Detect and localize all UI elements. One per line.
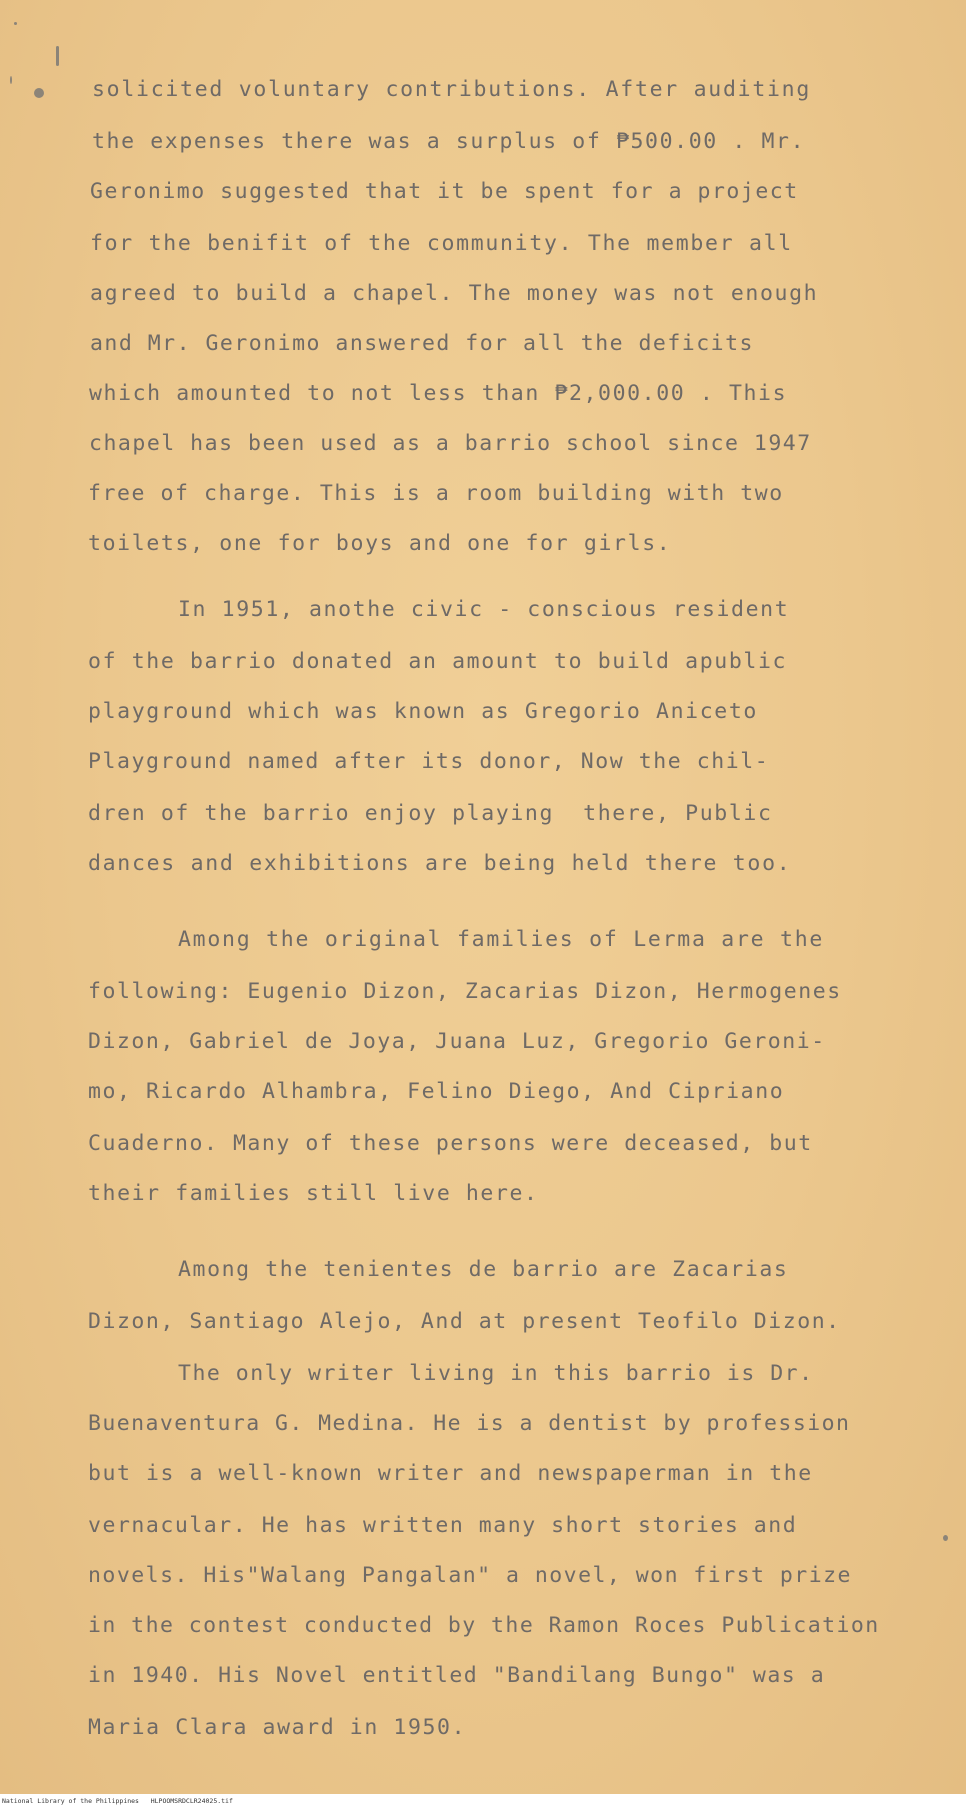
punch-mark [14,22,17,25]
text-line: playground which was known as Gregorio Aniceto [88,699,758,724]
text-line: Buenaventura G. Medina. He is a dentist by profession [88,1411,851,1436]
text-line: chapel has been used as a barrio school since 1947 [89,431,812,456]
scan-footer: National Library of the Philippines HLPOOMSRDCLR24025.tif [0,1794,966,1808]
text-line: toilets, one for boys and one for girls. [88,531,672,556]
text-line: In 1951, anothe civic - conscious resident [178,597,790,622]
text-line: The only writer living in this barrio is Dr. [178,1361,814,1386]
text-line: in 1940. His Novel entitled "Bandilang Bungo" was a [88,1663,826,1688]
text-line: Cuaderno. Many of these persons were deceased, but [88,1131,813,1156]
text-line: of the barrio donated an amount to build apublic [88,649,788,674]
text-line: Geronimo suggested that it be spent for a project [90,179,799,204]
punch-mark [56,46,59,66]
text-line: mo, Ricardo Alhambra, Felino Diego, And Cipriano [88,1079,785,1104]
punch-mark [10,76,12,84]
punch-mark [34,88,44,98]
punch-mark [943,1535,948,1541]
text-line: in the contest conducted by the Ramon Roces Publication [88,1613,880,1638]
text-line: Dizon, Santiago Alejo, And at present Teofilo Dizon. [88,1309,841,1334]
text-line: solicited voluntary contributions. After auditing [92,77,812,102]
text-line: and Mr. Geronimo answered for all the deficits [90,331,754,356]
text-line: for the benifit of the community. The member all [90,231,793,256]
text-line: the expenses there was a surplus of ₱500.00 . Mr. [92,129,806,154]
text-line: following: Eugenio Dizon, Zacarias Dizon, Hermogenes [88,979,842,1004]
text-line: dren of the barrio enjoy playing there, Public [88,801,773,826]
text-line: their families still live here. [88,1181,539,1206]
text-line: but is a well-known writer and newspaperman in the [88,1461,813,1486]
text-line: Maria Clara award in 1950. [88,1715,467,1740]
text-line: vernacular. He has written many short stories and [88,1513,798,1538]
text-line: free of charge. This is a room building with two [88,481,784,506]
text-line: Playground named after its donor, Now the chil- [88,749,770,774]
text-line: novels. His"Walang Pangalan" a novel, won first prize [88,1563,852,1588]
text-line: agreed to build a chapel. The money was not enough [90,281,819,306]
text-line: Dizon, Gabriel de Joya, Juana Luz, Gregorio Geroni- [88,1029,826,1054]
text-line: Among the tenientes de barrio are Zacarias [178,1257,789,1282]
text-line: dances and exhibitions are being held there too. [88,851,792,876]
text-line: Among the original families of Lerma are the [178,927,825,952]
text-line: which amounted to not less than ₱2,000.00 . This [89,381,788,406]
